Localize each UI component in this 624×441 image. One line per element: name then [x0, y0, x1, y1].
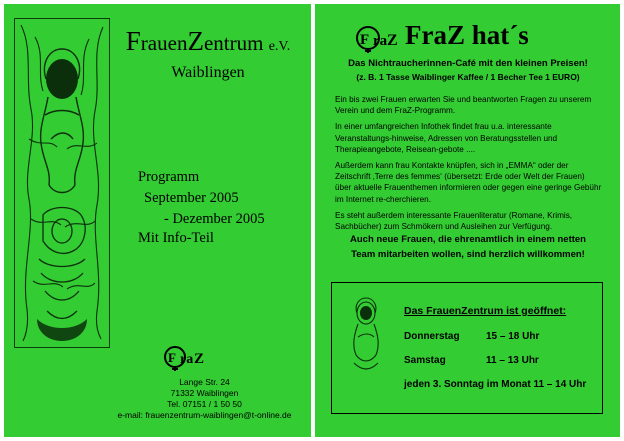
body-paragraph: Außerdem kann frau Kontakte knüpfen, sich in „EMMA“ oder der Zeitschrift ‚Terre des femmes‘ (übersetzt: Erde oder Welt der Frauen) über aktuelle Frauenthemen informieren oder gegen eine geringe Gebühr im Internet re-cherchieren.: [335, 161, 602, 204]
opening-hours-day: Samstag: [404, 355, 446, 366]
city-label: Waiblingen: [171, 64, 245, 81]
opening-hours-day: jeden 3. Sonntag im Monat 11 – 14 Uhr: [404, 379, 587, 390]
right-headline: FraZ hat´s: [405, 20, 529, 50]
opening-hours-box: [331, 282, 603, 414]
organization-title-block: [112, 26, 304, 82]
opening-hours-time: 15 – 18 Uhr: [486, 331, 540, 342]
fraz-logo-icon: [355, 24, 399, 54]
programm-label: Programm: [138, 169, 200, 185]
opening-hours-title: Das FrauenZentrum ist geöffnet:: [404, 305, 567, 317]
fraz-logo-left: [163, 344, 207, 372]
svg-text:F: F: [168, 350, 176, 365]
body-text-block: [335, 94, 603, 237]
svg-text:F: F: [360, 32, 370, 48]
svg-text:ra: ra: [373, 33, 388, 49]
right-page-panel: [315, 4, 620, 437]
legal-form-label: e.V.: [268, 39, 291, 54]
woman-figure-small-icon: [340, 293, 392, 373]
woman-figure-linocut-icon: [15, 19, 109, 347]
opening-hours-row: [404, 331, 594, 342]
programm-end: - Dezember 2005: [164, 211, 265, 227]
price-note: (z. B. 1 Tasse Waiblinger Kaffee / 1 Becher Tee 1 EURO): [356, 72, 580, 82]
address-city: 71332 Waiblingen: [170, 388, 239, 398]
address-street: Lange Str. 24: [179, 377, 230, 387]
programm-block: [124, 167, 304, 230]
body-paragraph: Es steht außerdem interessante Frauenliteratur (Romane, Krimis, Sachbücher) zum Schmökern und Ausleihen zur Verfügung.: [335, 210, 573, 232]
address-block: [102, 377, 307, 421]
opening-hours-day: Donnerstag: [404, 331, 460, 342]
opening-hours-list: [404, 331, 594, 403]
linocut-artwork-frame: [14, 18, 110, 348]
opening-hours-time: 11 – 13 Uhr: [486, 355, 539, 366]
body-paragraph: In einer umfangreichen Infothek findet frau u.a. interessante Veranstaltungs-hinweise, Adressen von Beratungsstellen und Therapieangebote, Reisean-gebote ....: [335, 122, 558, 154]
call-to-action-line: Team mitarbeiten wollen, sind herzlich willkommen!: [351, 249, 585, 260]
call-to-action-block: [329, 232, 607, 262]
svg-text:Z: Z: [387, 32, 398, 49]
address-email: e-mail: frauenzentrum-waiblingen@t-online.de: [117, 410, 292, 420]
page-title: FrauenZentrum e.V.: [125, 26, 291, 56]
svg-text:ra: ra: [180, 352, 194, 367]
small-artwork: [340, 293, 392, 373]
fraz-logo-right: [355, 24, 399, 54]
opening-hours-row: [404, 355, 594, 366]
left-page-panel: [4, 4, 311, 437]
info-teil-label: Mit Info-Teil: [138, 230, 214, 246]
cafe-subtitle: Das Nichtraucherinnen-Café mit den kleinen Preisen!: [348, 58, 588, 69]
call-to-action-line: Auch neue Frauen, die ehrenamtlich in einem netten: [350, 234, 586, 245]
fraz-logo-icon: [163, 344, 207, 372]
svg-text:Z: Z: [194, 351, 205, 367]
body-paragraph: Ein bis zwei Frauen erwarten Sie und beantworten Fragen zu unserem Verein und dem FraZ-Programm.: [335, 95, 592, 116]
address-phone: Tel. 07151 / 1 50 50: [167, 399, 242, 409]
programm-start: September 2005: [144, 190, 239, 206]
opening-hours-row: [404, 379, 594, 390]
